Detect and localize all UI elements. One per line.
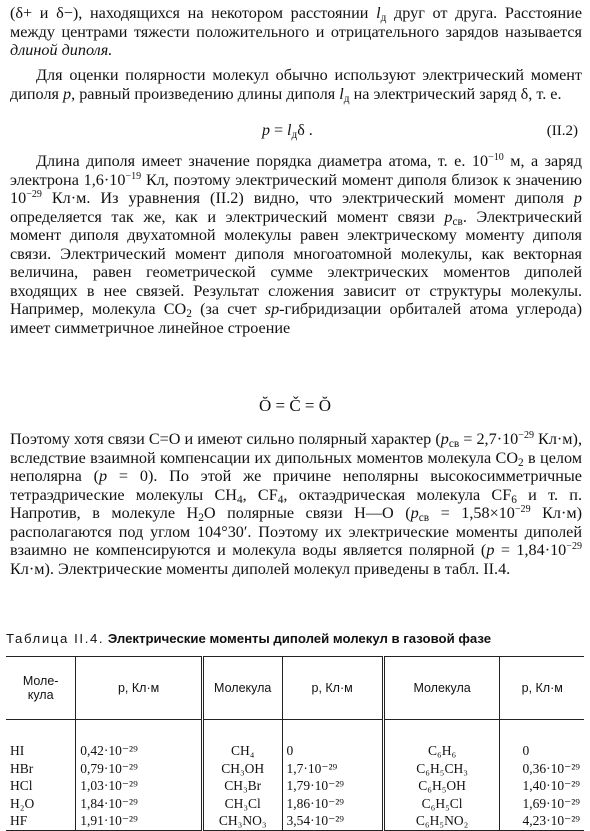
cell-value: 0,36·10⁻²⁹ [500, 760, 584, 778]
cell-value: 1,84·10⁻²⁹ [76, 795, 203, 813]
table-row [6, 812, 584, 830]
cell-value: 1,79·10⁻²⁹ [282, 777, 383, 795]
co2-structure-formula: Ŏ = Č = Ŏ [258, 396, 332, 415]
paragraph-dipole-length: (δ+ и δ−), находящихся на некотором расстоянии $l_д$ друг от друга. Расстояние между центрами тяжести положительного и отрицательного зарядов называется длиной диполя. [10, 4, 583, 59]
cell-molecule: HCl [10, 778, 33, 793]
table-header-row [6, 657, 584, 720]
cell-value: 4,23·10⁻²⁹ [500, 812, 584, 830]
paragraph-dipole-magnitude: Длина диполя имеет значение порядка диаметра атома, т. е. $10^{-10}$ м, а заряд электрона $1,6\cdot 10^{-19}$ Кл, поэтому электрический момент диполя близок к значению $10^{-29}$ Кл·м. Из уравнения (II.2) видно, что электрический момент диполя p определяется так же, как и электрический момент связи $p_{св}$. Электрический момент диполя двухатомной молекулы равен электрическому моменту диполя связи. Электрический момент диполя многоатомной молекулы, как векторная величина, равен геометрической сумме электрических моментов диполей входящих в нее связей. Результат сложения зависит от структуры молекулы. Например, молекула $CO_2$ (за счет sp-гибридизации орбиталей атома углерода) имеет симметричное линейное строение [10, 151, 582, 337]
cell-value: 0,42·10⁻²⁹ [76, 720, 203, 760]
cell-value: 0 [500, 720, 584, 760]
table-row [6, 777, 584, 795]
cell-molecule: CH₃Cl [202, 795, 282, 813]
cell-molecule: HBr [10, 760, 34, 776]
paragraph-dipole-moment-definition: Для оценки полярности молекул обычно используют электрический момент диполя p, равный произведению длины диполя $l_д$ на электрический заряд δ, т. е. [10, 66, 582, 105]
cell-value: 1,7·10⁻²⁹ [282, 760, 383, 778]
equation-II-2: $p = l_д\delta$ . [262, 122, 313, 141]
cell-value: 0 [282, 720, 383, 760]
table-row [6, 760, 584, 778]
cell-molecule: CH₃Br [202, 777, 282, 795]
cell-molecule: HF [6, 812, 76, 830]
header-molecule-1: Моле- кула [6, 657, 76, 720]
table-caption-label: Таблица II.4. [6, 631, 105, 646]
paragraph-polarity-examples: Поэтому хотя связи C=O и имеют сильно полярный характер ($p_{св} = 2,7\cdot 10^{-29}$ Кл·м), вследствие взаимной компенсации их дипольных моментов молекула $CO_2$ в целом неполярна (p = 0). По этой же причине неполярны высокосимметричные тетраэдрические молекулы $CH_4$, $CF_4$, октаэдрическая молекула $CF_6$ и т. п. Напротив, в молекуле $H_2O$ полярные связи H—O ($p_{св} = 1,58\times 10^{-29}$ Кл·м) располагаются под углом 104°30′. Поэтому их электрические моменты диполей взаимно не компенсируются и молекула воды является полярной ($p = 1,84\cdot 10^{-29}$ Кл·м). Электрические моменты диполей молекул приведены в табл. II.4. [10, 429, 582, 578]
header-p-1: p, Кл·м [76, 657, 203, 720]
equation-number: (II.2) [546, 123, 578, 139]
cell-molecule: C₆H₅CH₃ [383, 760, 500, 778]
cell-value: 1,86·10⁻²⁹ [282, 795, 383, 813]
cell-molecule: CH₃NO₃ [202, 812, 282, 830]
cell-molecule: CH₄ [202, 720, 282, 760]
cell-molecule: C₆H₆ [383, 720, 500, 760]
header-p-3: p, Кл·м [500, 657, 584, 720]
cell-molecule: C₆H₅OH [383, 777, 500, 795]
table-caption [6, 631, 586, 647]
cell-molecule: C₆H₅Cl [383, 795, 500, 813]
header-p-2: p, Кл·м [282, 657, 383, 720]
table-row [6, 720, 584, 760]
dipole-moments-table [6, 656, 584, 831]
cell-value: 1,91·10⁻²⁹ [76, 812, 203, 830]
cell-value: 1,69·10⁻²⁹ [500, 795, 584, 813]
table-caption-title: Электрические моменты диполей молекул в газовой фазе [107, 631, 492, 646]
header-molecule-2: Молекула [202, 657, 282, 720]
cell-molecule: HI [10, 743, 25, 758]
table-row [6, 795, 584, 813]
cell-value: 3,54·10⁻²⁹ [282, 812, 383, 830]
cell-value: 1,40·10⁻²⁹ [500, 777, 584, 795]
cell-molecule: H₂O [10, 795, 35, 811]
cell-molecule: CH₃OH [202, 760, 282, 778]
cell-molecule: C₆H₅NO₂ [383, 812, 500, 830]
cell-value: 1,03·10⁻²⁹ [76, 777, 203, 795]
header-molecule-3: Молекула [383, 657, 500, 720]
cell-value: 0,79·10⁻²⁹ [76, 760, 203, 778]
